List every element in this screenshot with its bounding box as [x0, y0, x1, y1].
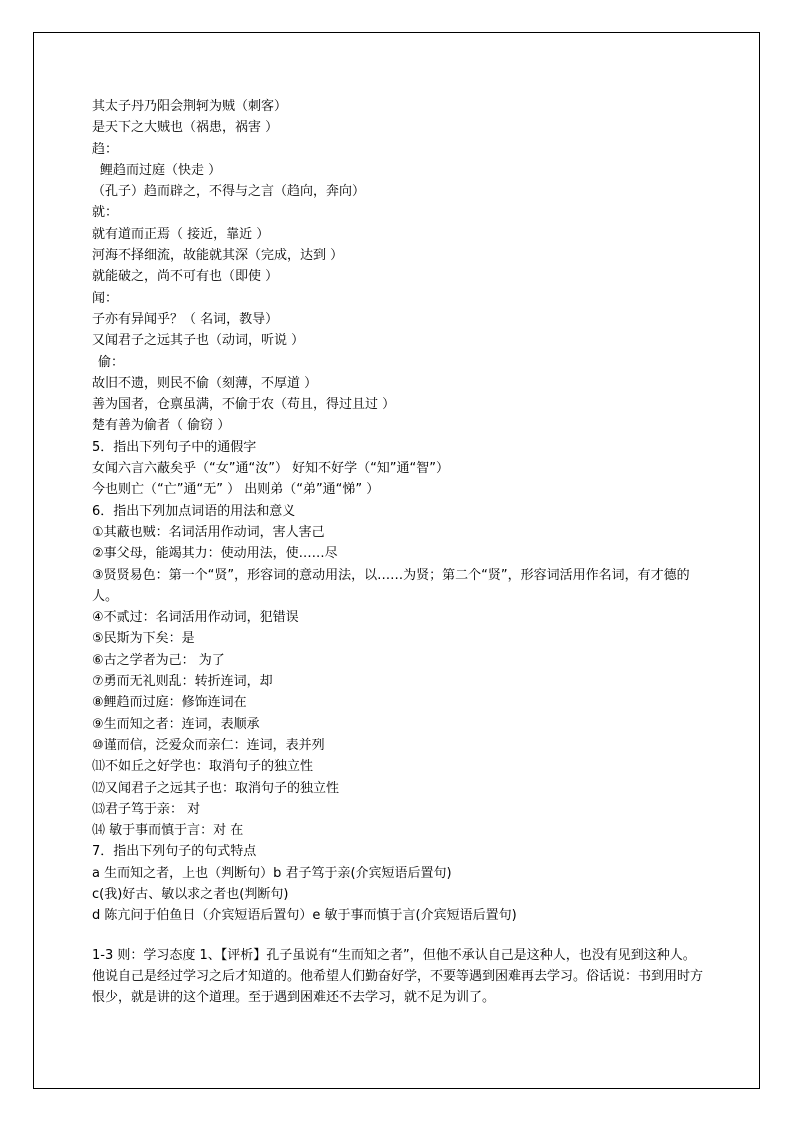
- list-item: a 生而知之者，上也（判断句）b 君子笃于亲(介宾短语后置句): [92, 865, 452, 881]
- list-item: ⑧鲤趋而过庭：修饰连词在: [92, 695, 247, 711]
- text-line: 其太子丹乃阳会荆轲为贼（刺客）: [92, 99, 288, 114]
- question-heading-6: 6．指出下列加点词语的用法和意义: [92, 503, 296, 519]
- list-item: ④不贰过：名词活用作动词，犯错误: [92, 610, 299, 626]
- list-item: ⒁ 敏于事而慎于言：对 在: [92, 823, 244, 839]
- list-item: d 陈亢问于伯鱼日（介宾短语后置句）e 敏于事而慎于言(介宾短语后置句): [92, 908, 517, 924]
- list-item: ⑤民斯为下矣：是: [92, 631, 195, 647]
- text-line: 就有道而正焉（ 接近，靠近 ）: [92, 226, 270, 242]
- section-heading-jiu: 就：: [92, 205, 119, 221]
- text-line: 又闻君子之远其子也（动词，听说 ）: [92, 333, 305, 349]
- paragraph-spacer: [92, 927, 704, 945]
- text-line: 河海不择细流，故能就其深（完成，达到 ）: [92, 248, 344, 264]
- section-heading-wen: 闻：: [92, 290, 119, 306]
- text-line: 故旧不遗，则民不偷（刻薄，不厚道 ）: [92, 375, 318, 391]
- question-heading-5: 5．指出下列句子中的通假字: [92, 439, 257, 455]
- text-line: （孔子）趋而辟之，不得与之言（趋向，奔向）: [92, 184, 366, 200]
- section-heading-qu: 趋：: [92, 141, 119, 157]
- list-item: ⑦勇而无礼则乱：转折连词，却: [92, 674, 273, 690]
- list-item: c(我)好古、敏以求之者也(判断句): [92, 886, 289, 902]
- list-item: ⑨生而知之者：连词，表顺承: [92, 716, 260, 732]
- list-item: ②事父母，能竭其力：使动用法，使……尽: [92, 546, 338, 562]
- list-item: ③贤贤易色：第一个“贤”，形容词的意动用法，以……为贤；第二个“贤”，形容词活用作名词，有才德的人。: [92, 567, 690, 604]
- question-heading-7: 7．指出下列句子的句式特点: [92, 844, 257, 860]
- list-item: ⒀君子笃于亲： 对: [92, 801, 201, 817]
- document-body: [92, 96, 704, 1008]
- text-line: 善为国者，仓禀虽满，不偷于农（苟且，得过且过 ）: [92, 397, 396, 413]
- text-line: 就能破之，尚不可有也（即使 ）: [92, 269, 279, 285]
- text-line: 今也则亡（“亡”通“无” ） 出则弟（“弟”通“悌” ）: [92, 482, 380, 498]
- text-line: 鲤趋而过庭（快走 ）: [100, 162, 222, 178]
- list-item: ⑥古之学者为己： 为了: [92, 652, 225, 668]
- text-line: 是天下之大贼也（祸患，祸害 ）: [92, 120, 279, 136]
- section-heading-tou: 偷：: [98, 354, 125, 370]
- list-item: ①其蔽也贼：名词活用作动词，害人害己: [92, 524, 325, 540]
- list-item: ⑩谨而信，泛爱众而亲仁：连词，表并列: [92, 737, 325, 753]
- commentary-paragraph: 1-3 则：学习态度 1、【评析】孔子虽说有“生而知之者”，但他不承认自己是这种人，也没有见到这种人。他说自己是经过学习之后才知道的。他希望人们勤奋好学，不要等遇到困难再去学习。俗话说：书到用时方恨少，就是讲的这个道理。至于遇到困难还不去学习，就不足为训了。: [92, 947, 704, 1006]
- text-line: 子亦有异闻乎？（ 名词，教导）: [92, 311, 279, 327]
- list-item: ⑾不如丘之好学也：取消句子的独立性: [92, 759, 314, 775]
- text-line: 女闻六言六蔽矣乎（“女”通“汝”） 好知不好学（“知”通“智”）: [92, 461, 450, 477]
- list-item: ⑿又闻君子之远其子也：取消句子的独立性: [92, 780, 340, 796]
- text-line: 楚有善为偷者（ 偷窃 ）: [92, 418, 231, 434]
